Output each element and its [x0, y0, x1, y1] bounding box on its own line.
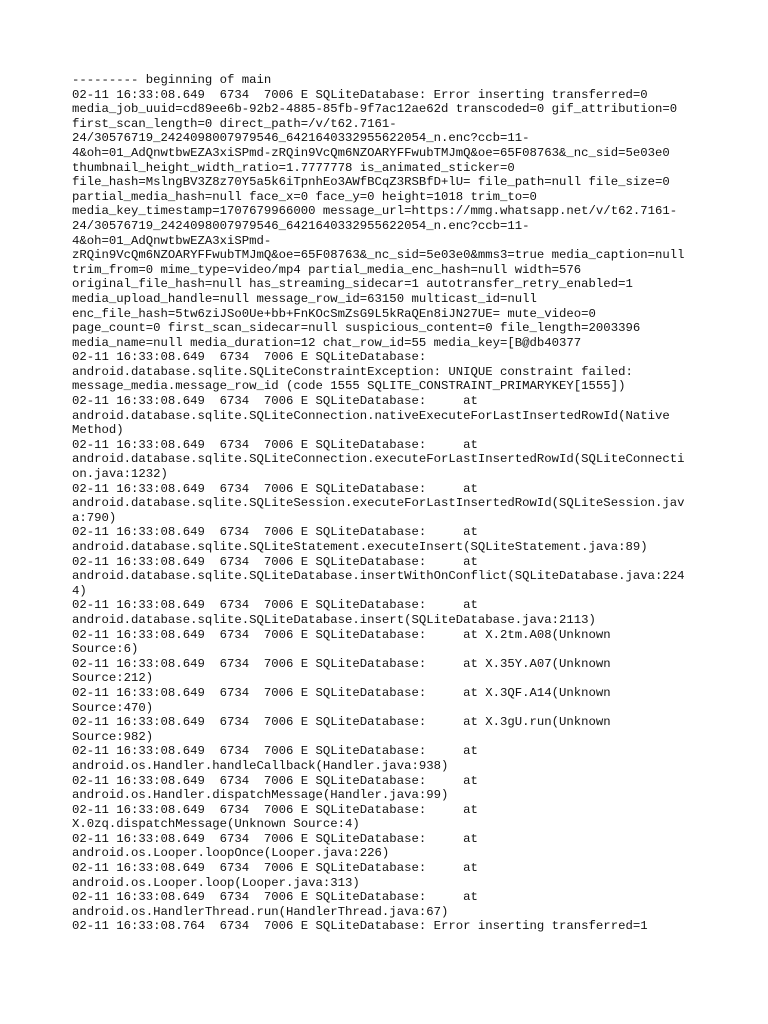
- log-line: partial_media_hash=null face_x=0 face_y=0 height=1018 trim_to=0: [72, 189, 537, 204]
- log-line: on.java:1232): [72, 467, 168, 482]
- log-line: android.os.Looper.loop(Looper.java:313): [72, 875, 360, 890]
- log-line: 02-11 16:33:08.649 6734 7006 E SQLiteDatabase: at: [72, 525, 478, 540]
- log-line: Method): [72, 423, 124, 438]
- log-line: 02-11 16:33:08.649 6734 7006 E SQLiteDatabase: Error inserting transferred=0: [72, 87, 648, 102]
- log-line: media_job_uuid=cd89ee6b-92b2-4885-85fb-9f7ac12ae62d transcoded=0 gif_attribution=0: [72, 102, 678, 117]
- log-line: X.0zq.dispatchMessage(Unknown Source:4): [72, 817, 360, 832]
- log-line: android.database.sqlite.SQLiteConnection.executeForLastInsertedRowId(SQLiteConnecti: [72, 452, 685, 467]
- log-line: 02-11 16:33:08.649 6734 7006 E SQLiteDatabase: at: [72, 831, 478, 846]
- log-line: 02-11 16:33:08.649 6734 7006 E SQLiteDatabase: at X.35Y.A07(Unknown: [72, 656, 611, 671]
- log-line: Source:6): [72, 642, 139, 657]
- log-line: Source:470): [72, 700, 154, 715]
- log-line: thumbnail_height_width_ratio=1.7777778 is_animated_sticker=0: [72, 160, 515, 175]
- log-line: 02-11 16:33:08.649 6734 7006 E SQLiteDatabase: at: [72, 773, 478, 788]
- log-line: zRQin9VcQm6NZOARYFFwubTMJmQ&oe=65F08763&_nc_sid=5e03e0&mms3=true media_caption=null: [72, 248, 685, 263]
- log-line: 4&oh=01_AdQnwtbwEZA3xiSPmd-: [72, 233, 272, 248]
- log-line: enc_file_hash=5tw6ziJSo0Ue+bb+FnKOcSmZsG9L5kRaQEn8iJN27UE= mute_video=0: [72, 306, 596, 321]
- log-line: 02-11 16:33:08.649 6734 7006 E SQLiteDatabase: at: [72, 394, 478, 409]
- log-line: 4&oh=01_AdQnwtbwEZA3xiSPmd-zRQin9VcQm6NZOARYFFwubTMJmQ&oe=65F08763&_nc_sid=5e03e0: [72, 145, 670, 160]
- log-line: --------- beginning of main: [72, 73, 272, 87]
- log-line: 02-11 16:33:08.649 6734 7006 E SQLiteDatabase: at: [72, 802, 478, 817]
- log-line: android.os.Looper.loopOnce(Looper.java:226): [72, 846, 390, 861]
- log-line: 02-11 16:33:08.649 6734 7006 E SQLiteDatabase: at: [72, 481, 478, 496]
- log-line: 02-11 16:33:08.649 6734 7006 E SQLiteDatabase: at X.3gU.run(Unknown: [72, 715, 611, 730]
- log-line: 4): [72, 583, 87, 598]
- log-line: 02-11 16:33:08.649 6734 7006 E SQLiteDatabase: at X.3QF.A14(Unknown: [72, 685, 611, 700]
- log-line: android.database.sqlite.SQLiteConnection.nativeExecuteForLastInsertedRowId(Native: [72, 408, 670, 423]
- log-line: 02-11 16:33:08.649 6734 7006 E SQLiteDatabase: at: [72, 554, 478, 569]
- log-line: 02-11 16:33:08.649 6734 7006 E SQLiteDatabase: at: [72, 598, 478, 613]
- log-line: 02-11 16:33:08.649 6734 7006 E SQLiteDatabase: at: [72, 861, 478, 876]
- log-line: 24/30576719_2424098007979546_6421640332955622054_n.enc?ccb=11-: [72, 131, 530, 146]
- log-line: Source:212): [72, 671, 154, 686]
- log-line: android.database.sqlite.SQLiteConstraintException: UNIQUE constraint failed:: [72, 364, 633, 379]
- log-line: 02-11 16:33:08.649 6734 7006 E SQLiteDatabase: at X.2tm.A08(Unknown: [72, 627, 611, 642]
- log-line: media_name=null media_duration=12 chat_row_id=55 media_key=[B@db40377: [72, 335, 582, 350]
- log-line: 02-11 16:33:08.649 6734 7006 E SQLiteDatabase: at: [72, 437, 478, 452]
- log-document: [72, 73, 712, 934]
- log-line: android.os.Handler.dispatchMessage(Handler.java:99): [72, 788, 449, 803]
- log-line: trim_from=0 mime_type=video/mp4 partial_media_enc_hash=null width=576: [72, 262, 582, 277]
- log-line: media_upload_handle=null message_row_id=63150 multicast_id=null: [72, 291, 537, 306]
- log-line: android.os.HandlerThread.run(HandlerThread.java:67): [72, 904, 449, 919]
- log-line: 02-11 16:33:08.649 6734 7006 E SQLiteDatabase: at: [72, 744, 478, 759]
- log-line: 24/30576719_2424098007979546_6421640332955622054_n.enc?ccb=11-: [72, 218, 530, 233]
- log-line: original_file_hash=null has_streaming_sidecar=1 autotransfer_retry_enabled=1: [72, 277, 633, 292]
- log-line: android.database.sqlite.SQLiteStatement.executeInsert(SQLiteStatement.java:89): [72, 540, 648, 554]
- log-line: 02-11 16:33:08.649 6734 7006 E SQLiteDatabase:: [72, 350, 427, 365]
- log-line: message_media.message_row_id (code 1555 SQLITE_CONSTRAINT_PRIMARYKEY[1555]): [72, 379, 626, 394]
- log-line: 02-11 16:33:08.764 6734 7006 E SQLiteDatabase: Error inserting transferred=1: [72, 919, 648, 934]
- log-line: a:790): [72, 510, 117, 525]
- log-line: page_count=0 first_scan_sidecar=null suspicious_content=0 file_length=2003396: [72, 321, 641, 336]
- log-line: file_hash=MslngBV3Z8z70Y5a5k6iTpnhEo3AWfBCqZ3RSBfD+lU= file_path=null file_size=0: [72, 175, 670, 190]
- log-line: 02-11 16:33:08.649 6734 7006 E SQLiteDatabase: at: [72, 890, 478, 905]
- log-line: android.os.Handler.handleCallback(Handler.java:938): [72, 758, 449, 773]
- log-line: media_key_timestamp=1707679966000 message_url=https://mmg.whatsapp.net/v/t62.7161-: [72, 204, 678, 219]
- log-line: Source:982): [72, 729, 154, 744]
- log-line: android.database.sqlite.SQLiteDatabase.insert(SQLiteDatabase.java:2113): [72, 612, 596, 627]
- log-line: first_scan_length=0 direct_path=/v/t62.7161-: [72, 116, 397, 131]
- log-line: android.database.sqlite.SQLiteDatabase.insertWithOnConflict(SQLiteDatabase.java:224: [72, 569, 685, 584]
- log-line: android.database.sqlite.SQLiteSession.executeForLastInsertedRowId(SQLiteSession.jav: [72, 496, 685, 511]
